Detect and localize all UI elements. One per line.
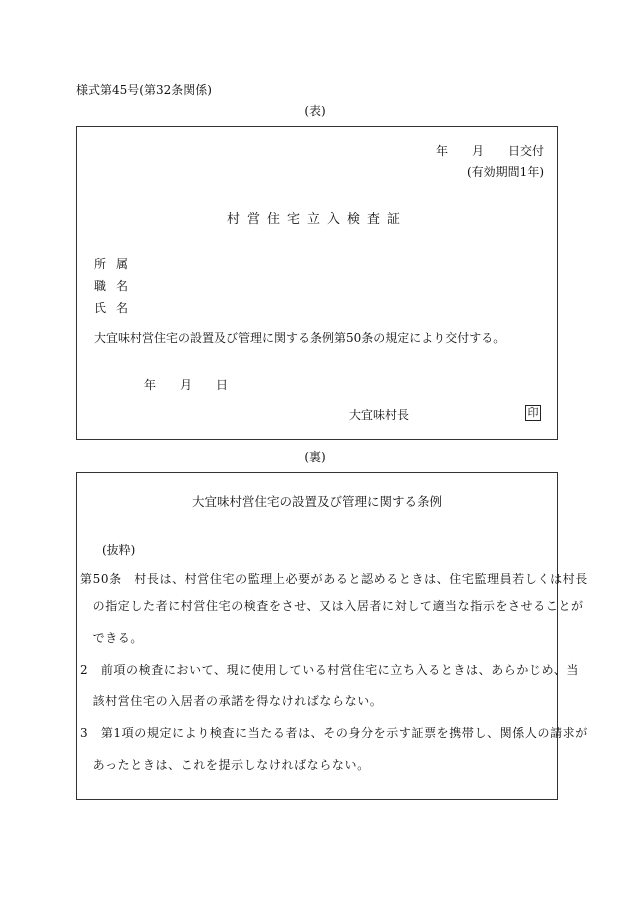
ordinance-title: 大宜味村営住宅の設置及び管理に関する条例 — [191, 494, 442, 509]
issue-date-line: 年 月 日 — [144, 378, 229, 392]
inspection-card-back — [76, 472, 558, 800]
affiliation-label: 所属 — [94, 257, 139, 271]
issuer-name: 大宜味村長 — [349, 408, 410, 422]
position-label: 職名 — [94, 279, 139, 293]
ordinance-line: あったときは、これを提示しなければならない。 — [80, 758, 370, 772]
excerpt-label: (抜粋) — [102, 543, 136, 557]
name-label: 氏名 — [94, 301, 139, 315]
card-title: 村営住宅立入検査証 — [226, 212, 407, 227]
front-side-label: (表) — [304, 104, 326, 118]
ordinance-line: 2 前項の検査において、現に使用している村営住宅に立ち入るときは、あらかじめ、当 — [80, 663, 579, 677]
form-number-label: 様式第45号(第32条関係) — [76, 83, 212, 97]
ordinance-line: 第50条 村長は、村営住宅の監理上必要があると認めるときは、住宅監理員若しくは村長 — [80, 572, 588, 586]
issue-date: 年 月 日交付 — [435, 144, 544, 158]
validity-period: (有効期間1年) — [467, 165, 544, 179]
ordinance-line: 該村営住宅の入居者の承諾を得なければならない。 — [80, 694, 383, 708]
ordinance-line: 3 第1項の規定により検査に当たる者は、その身分を示す証票を携帯し、関係人の請求が — [80, 726, 588, 740]
ordinance-line: できる。 — [80, 631, 144, 645]
ordinance-line: の指定した者に村営住宅の検査をさせ、又は入居者に対して適当な指示をさせることが — [80, 599, 584, 613]
issuance-basis-text: 大宜味村営住宅の設置及び管理に関する条例第50条の規定により交付する。 — [94, 331, 506, 345]
seal-mark: 印 — [525, 405, 541, 421]
back-side-label: (裏) — [304, 450, 326, 464]
